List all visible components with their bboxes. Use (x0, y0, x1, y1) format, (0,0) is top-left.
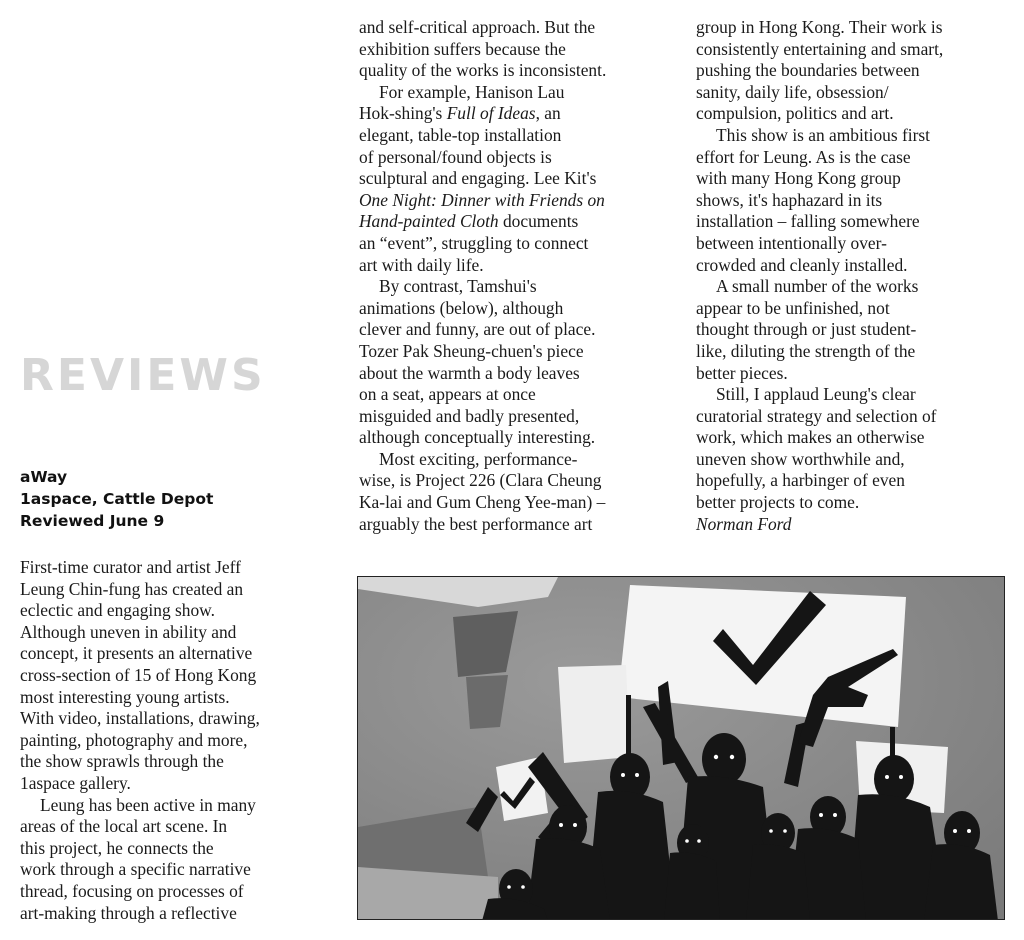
text-line: effort for Leung. As is the case (696, 146, 911, 167)
text-line: crowded and cleanly installed. (696, 254, 908, 275)
text-line: Most exciting, performance- (379, 448, 578, 469)
text-line: this project, he connects the (20, 837, 214, 858)
paragraph (696, 276, 1016, 384)
text-line: hopefully, a harbinger of even (696, 470, 905, 491)
text-line: This show is an ambitious first (716, 124, 930, 145)
text-line: appear to be unfinished, not (696, 297, 890, 318)
text-line: curatorial strategy and selection of (696, 405, 937, 426)
artwork-title: One Night: Dinner with Friends on (359, 189, 605, 210)
text-line: exhibition suffers because the (359, 38, 566, 59)
paragraph (696, 384, 1016, 514)
paragraph (359, 449, 679, 535)
text-line: misguided and badly presented, (359, 405, 580, 426)
text-line: pushing the boundaries between (696, 60, 920, 81)
sign-pole (626, 695, 631, 755)
text-line: Hok-shing's (359, 103, 447, 124)
text-line: clever and funny, are out of place. (359, 319, 596, 340)
text-line: sanity, daily life, obsession/ (696, 81, 889, 102)
text-line: Leung has been active in many (40, 794, 256, 815)
paragraph (696, 17, 1016, 125)
text-line: compulsion, politics and art. (696, 103, 894, 124)
text-line: although conceptually interesting. (359, 427, 596, 448)
text-line: and self-critical approach. But the (359, 17, 596, 37)
text-line: the show sprawls through the (20, 751, 224, 772)
text-column-left (20, 557, 340, 924)
text-line: most interesting young artists. (20, 686, 230, 707)
paragraph (20, 795, 340, 925)
text-line: an “event”, struggling to connect (359, 232, 589, 253)
text-line: uneven show worthwhile and, (696, 448, 905, 469)
review-title: aWay (20, 468, 68, 486)
text-line: better projects to come. (696, 492, 860, 513)
text-line: thread, focusing on processes of (20, 880, 244, 901)
text-line: eclectic and engaging show. (20, 600, 215, 621)
text-line: on a seat, appears at once (359, 384, 536, 405)
text-line: Ka-lai and Gum Cheng Yee-man) – (359, 492, 606, 513)
paragraph (20, 557, 340, 795)
text-line: shows, it's haphazard in its (696, 189, 883, 210)
text-line: arguably the best performance art (359, 513, 593, 534)
text-line: art-making through a reflective (20, 902, 237, 923)
section-heading: REVIEWS (20, 350, 266, 401)
text-line: better pieces. (696, 362, 788, 383)
text-line: thought through or just student- (696, 319, 917, 340)
text-line: sculptural and engaging. Lee Kit's (359, 168, 597, 189)
small-sign (558, 665, 630, 763)
artwork-title: Full of Ideas (446, 103, 536, 124)
text-line: between intentionally over- (696, 232, 887, 253)
review-meta (20, 466, 213, 532)
text-line: work, which makes an otherwise (696, 427, 925, 448)
text-line: documents (498, 211, 579, 232)
text-line: 1aspace gallery. (20, 772, 131, 793)
illustration-crowd-with-checkmark-signs (357, 576, 1005, 920)
text-line: painting, photography and more, (20, 729, 248, 750)
text-line: installation – falling somewhere (696, 211, 920, 232)
text-line: of personal/found objects is (359, 146, 552, 167)
review-date: Reviewed June 9 (20, 512, 165, 530)
text-line: Still, I applaud Leung's clear (716, 384, 916, 405)
text-line: A small number of the works (716, 276, 919, 297)
paragraph (359, 17, 679, 82)
text-line: animations (below), although (359, 297, 564, 318)
text-line: By contrast, Tamshui's (379, 276, 537, 297)
text-line: art with daily life. (359, 254, 484, 275)
paragraph (359, 276, 679, 449)
text-line: cross-section of 15 of Hong Kong (20, 664, 257, 685)
text-line: Leung Chin-fung has created an (20, 578, 244, 599)
text-line: group in Hong Kong. Their work is (696, 17, 943, 37)
byline: Norman Ford (696, 513, 792, 534)
text-line: Tozer Pak Sheung-chuen's piece (359, 340, 584, 361)
text-line: work through a specific narrative (20, 859, 251, 880)
review-venue: 1aspace, Cattle Depot (20, 490, 214, 508)
text-line: For example, Hanison Lau (379, 81, 565, 102)
text-line: Although uneven in ability and (20, 621, 237, 642)
text-line: with many Hong Kong group (696, 168, 901, 189)
text-line: areas of the local art scene. In (20, 816, 228, 837)
text-line: elegant, table-top installation (359, 124, 562, 145)
text-line: , an (535, 103, 561, 124)
text-line: wise, is Project 226 (Clara Cheung (359, 470, 602, 491)
paragraph (359, 82, 679, 276)
artwork-title: Hand-painted Cloth (359, 211, 499, 232)
text-line: like, diluting the strength of the (696, 340, 916, 361)
text-line: With video, installations, drawing, (20, 708, 260, 729)
text-column-middle (359, 17, 679, 535)
text-column-right (696, 17, 1016, 535)
text-line: concept, it presents an alternative (20, 643, 253, 664)
text-line: about the warmth a body leaves (359, 362, 580, 383)
text-line: consistently entertaining and smart, (696, 38, 944, 59)
crowd-illustration-svg (358, 577, 1005, 920)
text-line: First-time curator and artist Jeff (20, 557, 241, 577)
text-line: quality of the works is inconsistent. (359, 60, 607, 81)
paragraph (696, 125, 1016, 276)
